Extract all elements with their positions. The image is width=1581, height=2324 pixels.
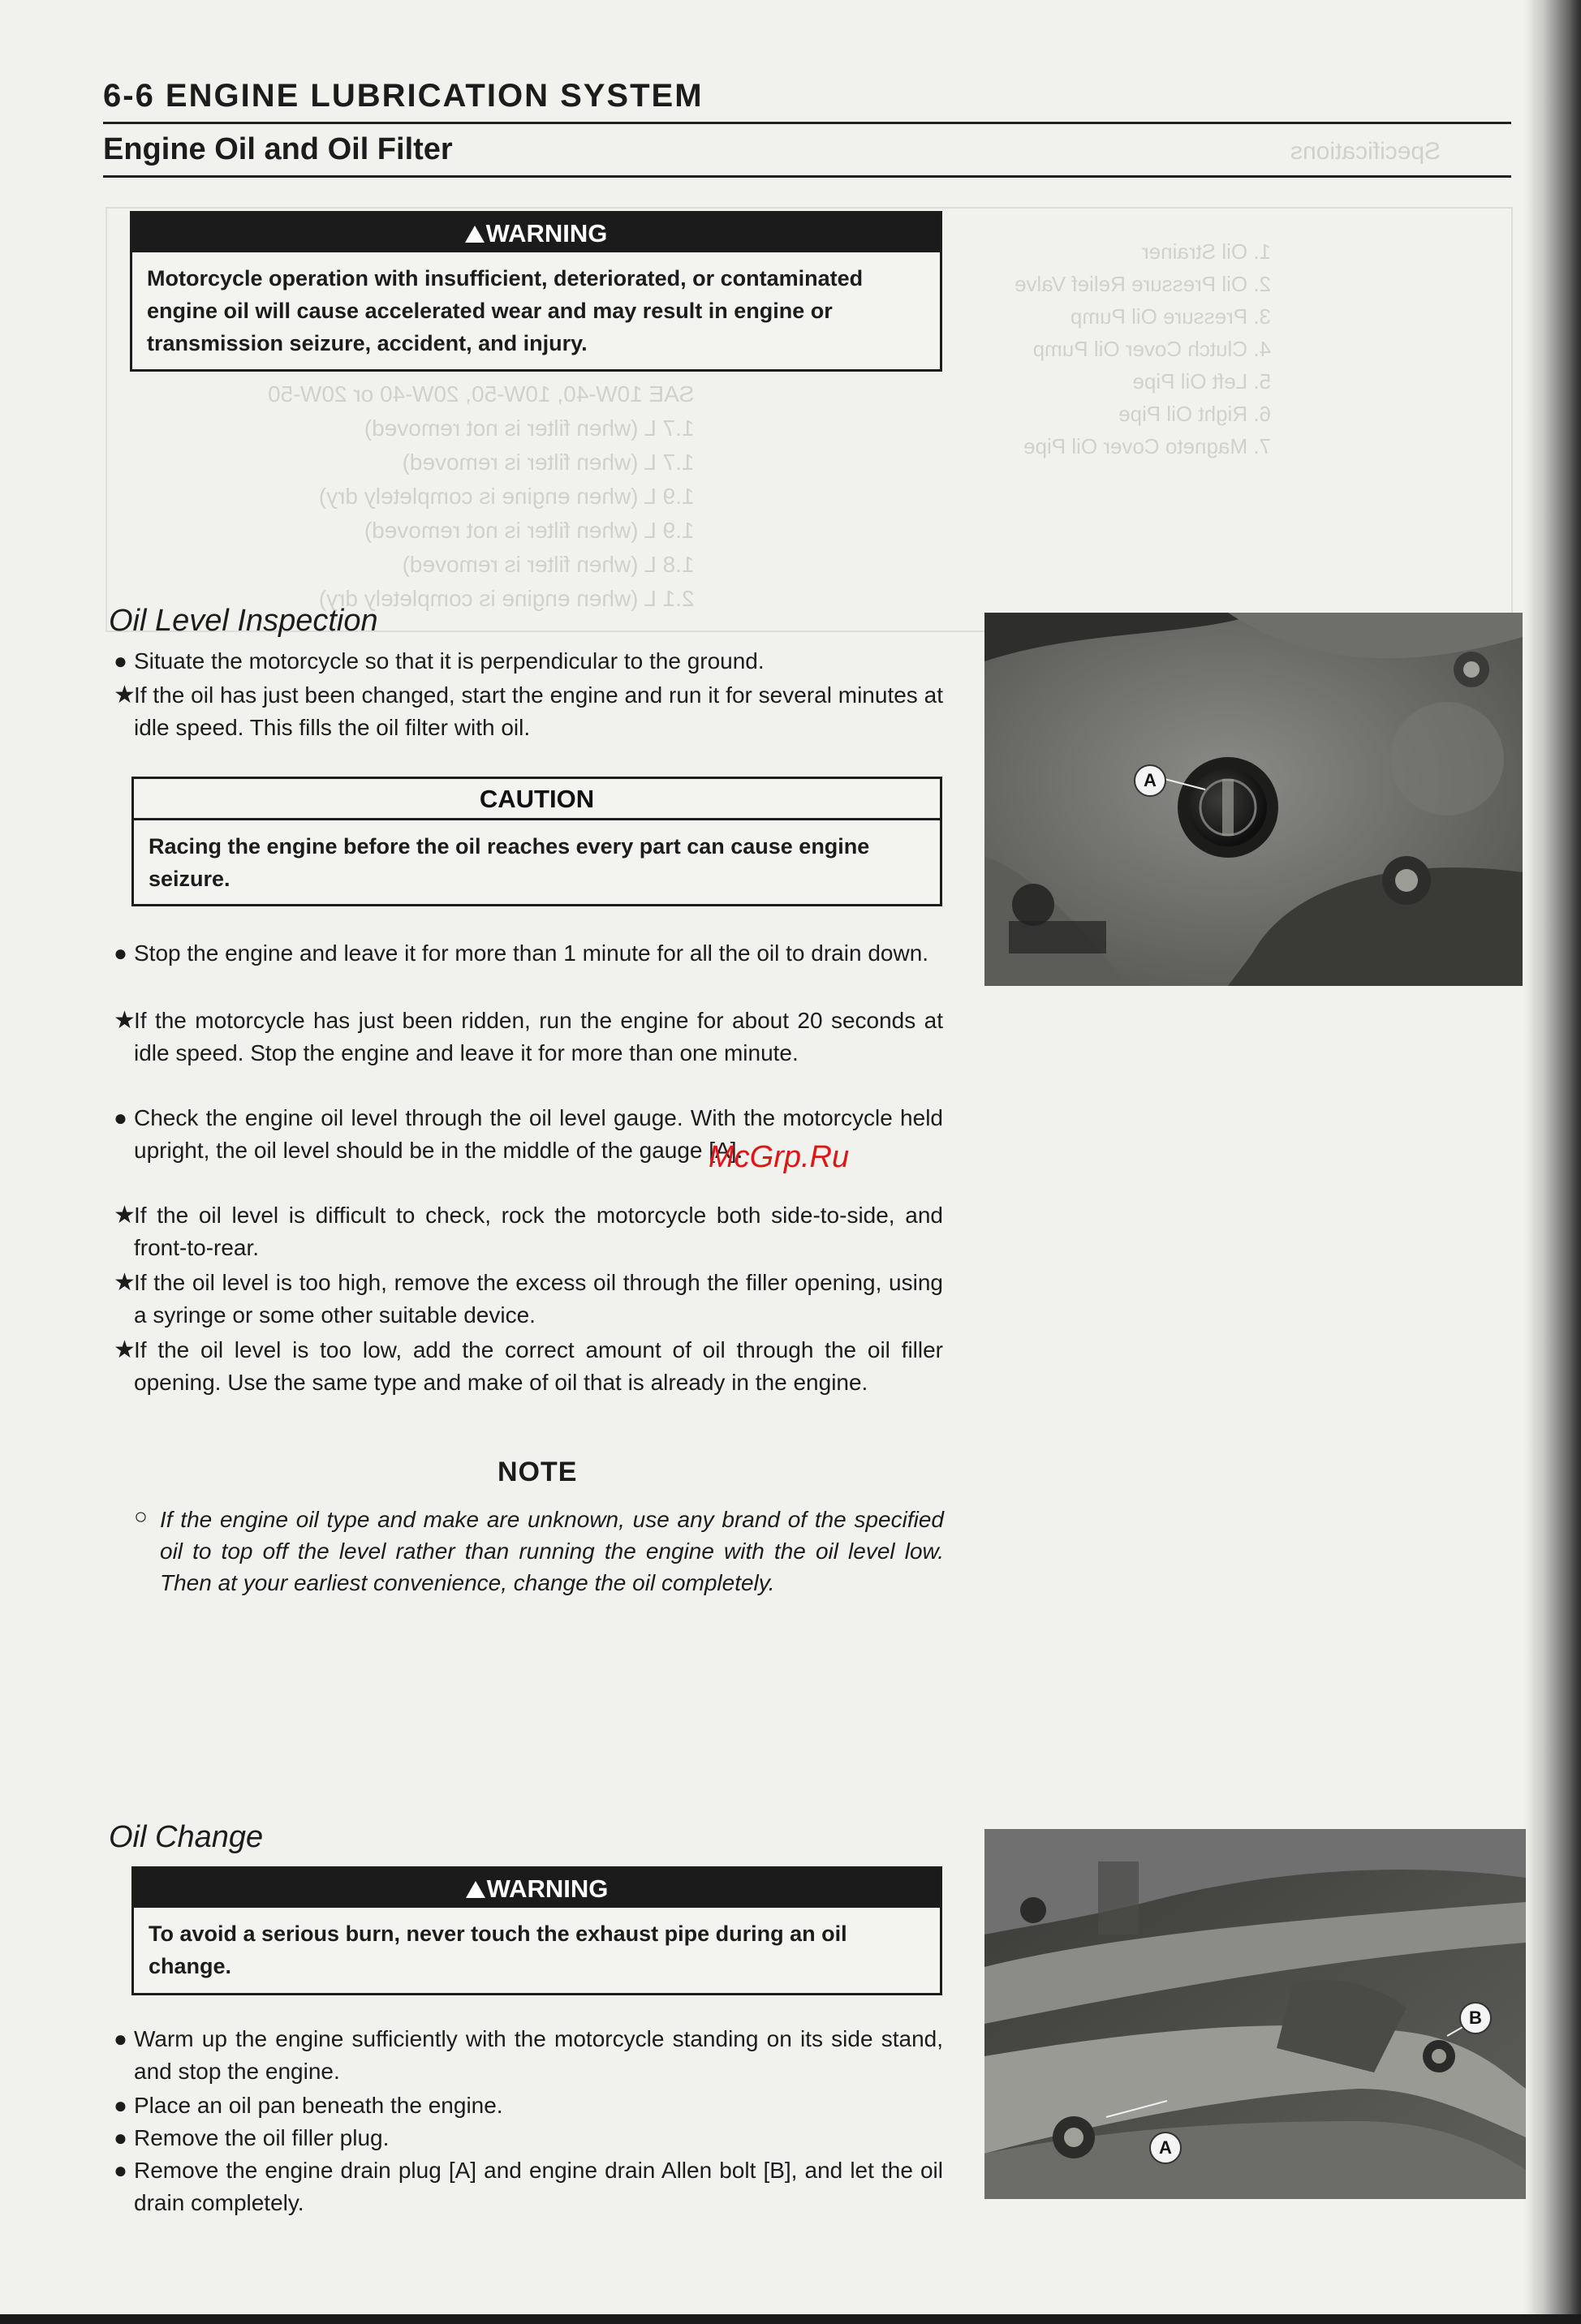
page-bottom-edge bbox=[0, 2314, 1581, 2324]
caution-box bbox=[131, 777, 942, 906]
bullet-icon: ● bbox=[114, 2093, 127, 2118]
warning-triangle-icon bbox=[466, 1881, 485, 1898]
header-rule bbox=[103, 122, 1511, 124]
warning-box bbox=[131, 1866, 942, 1995]
callout-b: B bbox=[1459, 2002, 1492, 2034]
list-item: ★ If the oil level is too low, add the correct amount of oil through the oil filler opening. Use the same type and make of oil that is already in the engine. bbox=[114, 1334, 943, 1399]
warning-box bbox=[130, 211, 942, 372]
binding-shadow bbox=[1524, 0, 1581, 2324]
star-icon: ★ bbox=[114, 682, 136, 708]
list-item: ● Check the engine oil level through the oil level gauge. With the motorcycle held upright, the oil level should be in the middle of the gauge [A]. bbox=[114, 1102, 943, 1167]
list-item: ★ If the oil has just been changed, start the engine and run it for several minutes at idle speed. This fills the oil filter with oil. bbox=[114, 679, 943, 744]
list-item: ● Remove the engine drain plug [A] and engine drain Allen bolt [B], and let the oil drain completely. bbox=[114, 2154, 943, 2219]
warning-text: To avoid a serious burn, never touch the exhaust pipe during an oil change. bbox=[149, 1922, 847, 1978]
list-item: ● Remove the oil filler plug. bbox=[114, 2122, 943, 2154]
bleed-through-spec: SAE 10W-40, 10W-50, 20W-40 or 20W-50 1.7 L (when filter is not removed) 1.7 L (when filter is removed) 1.9 L (when engine is completely dry) 1.9 L (when filter is not removed) 1.8 L (when filter is removed) 2.1 L (when engine is completely dry) bbox=[268, 381, 695, 611]
warning-bar bbox=[132, 213, 940, 252]
warning-label: WARNING bbox=[486, 1874, 609, 1903]
page-subtitle: Engine Oil and Oil Filter bbox=[103, 132, 453, 166]
bullet-icon: ● bbox=[114, 2026, 127, 2051]
oil-change-title: Oil Change bbox=[109, 1820, 264, 1854]
warning-text: Motorcycle operation with insufficient, deteriorated, or contaminated engine oil will cause accelerated wear and may result in engine or transmission seizure, accident, and injury. bbox=[147, 266, 864, 355]
note-block bbox=[134, 1504, 944, 1599]
bullet-icon: ● bbox=[114, 2125, 127, 2150]
bleed-through-list: 1. Oil Strainer 2. Oil Pressure Relief Valve 3. Pressure Oil Pump 4. Clutch Cover Oil Pump 5. Left Oil Pipe 6. Right Oil Pipe 7. Magneto Cover Oil Pipe bbox=[1015, 239, 1271, 458]
warning-triangle-icon bbox=[465, 226, 485, 243]
caution-text: Racing the engine before the oil reaches every part can cause engine seizure. bbox=[149, 834, 870, 891]
star-icon: ★ bbox=[114, 1007, 136, 1034]
note-bullet-icon: ○ bbox=[134, 1504, 148, 1529]
warning-label: WARNING bbox=[485, 219, 608, 247]
warning-bar bbox=[134, 1869, 940, 1908]
callout-a: A bbox=[1149, 2132, 1182, 2164]
note-text: If the engine oil type and make are unknown, use any brand of the specified oil to top off the level rather than running the engine with the oil level low. Then at your earliest convenience, change the oil completely. bbox=[160, 1507, 944, 1595]
section-title: 6-6 ENGINE LUBRICATION SYSTEM bbox=[103, 78, 704, 114]
caution-label: CAUTION bbox=[134, 779, 940, 820]
header-rule bbox=[103, 175, 1511, 178]
list-item: ● Warm up the engine sufficiently with the motorcycle standing on its side stand, and stop the engine. bbox=[114, 2023, 943, 2088]
drain-plug-photo bbox=[984, 1829, 1526, 2199]
oil-level-title: Oil Level Inspection bbox=[109, 604, 378, 638]
bleed-through-text: Specifications bbox=[1290, 138, 1441, 165]
star-icon: ★ bbox=[114, 1269, 136, 1296]
bullet-icon: ● bbox=[114, 1105, 127, 1130]
bullet-icon: ● bbox=[114, 648, 127, 674]
list-item: ★ If the oil level is too high, remove the excess oil through the filler opening, using a syringe or some other suitable device. bbox=[114, 1267, 943, 1332]
list-item: ● Place an oil pan beneath the engine. bbox=[114, 2089, 943, 2122]
star-icon: ★ bbox=[114, 1202, 136, 1229]
star-icon: ★ bbox=[114, 1336, 136, 1363]
watermark: McGrp.Ru bbox=[709, 1140, 850, 1174]
oil-level-gauge-photo bbox=[984, 613, 1523, 986]
list-item: ★ If the motorcycle has just been ridden, run the engine for about 20 seconds at idle speed. Stop the engine and leave it for more than one minute. bbox=[114, 1005, 943, 1069]
list-item: ● Situate the motorcycle so that it is perpendicular to the ground. bbox=[114, 645, 943, 678]
bullet-icon: ● bbox=[114, 2158, 127, 2183]
list-item: ★ If the oil level is difficult to check, rock the motorcycle both side-to-side, and front-to-rear. bbox=[114, 1199, 943, 1264]
bullet-icon: ● bbox=[114, 940, 127, 966]
note-title: NOTE bbox=[498, 1457, 578, 1487]
callout-a: A bbox=[1134, 764, 1166, 797]
list-item: ● Stop the engine and leave it for more than 1 minute for all the oil to drain down. bbox=[114, 937, 943, 970]
